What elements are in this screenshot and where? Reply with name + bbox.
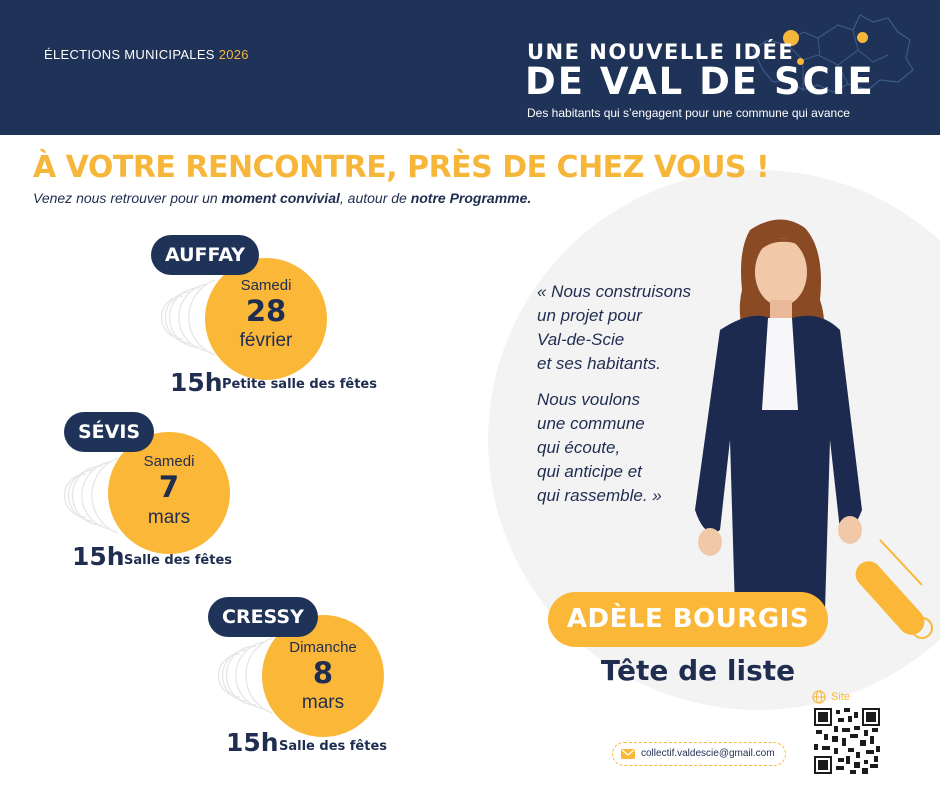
brand-title-line1: UNE NOUVELLE IDÉE <box>527 40 795 64</box>
event-time: 15h <box>226 728 279 757</box>
elections-year: 2026 <box>218 47 249 62</box>
accent-dot <box>857 32 868 43</box>
event-day: Dimanche <box>289 639 357 656</box>
event-day: Samedi <box>143 453 195 470</box>
quote-paragraph-2: Nous voulons une commune qui écoute, qui anticipe et qui rassemble. » <box>537 390 662 505</box>
event-day: Samedi <box>240 277 292 294</box>
event-month: mars <box>301 692 345 713</box>
candidate-portrait <box>680 210 880 610</box>
envelope-icon <box>621 749 635 759</box>
event-place: Salle des fêtes <box>279 739 388 754</box>
headline: À VOTRE RENCONTRE, PRÈS DE CHEZ VOUS ! <box>33 150 770 185</box>
brand-tagline: Des habitants qui s’engagent pour une commune qui avance <box>527 106 850 120</box>
event-date: 7 <box>158 470 180 504</box>
town-pill: SÉVIS <box>64 412 154 452</box>
candidate-role: Tête de liste <box>600 654 796 687</box>
town-pill: AUFFAY <box>151 235 259 275</box>
email-contact[interactable] <box>612 742 786 766</box>
event-time: 15h <box>72 542 125 571</box>
decor-lines <box>860 535 940 645</box>
town-pill: CRESSY <box>208 597 318 637</box>
email-address: collectif.valdescie@gmail.com <box>641 748 775 759</box>
elections-label: ÉLECTIONS MUNICIPALES 2026 <box>44 47 249 62</box>
site-label: Site <box>831 691 850 703</box>
event-place: Petite salle des fêtes <box>222 377 377 392</box>
candidate-quote <box>537 280 691 520</box>
event-place: Salle des fêtes <box>124 553 233 568</box>
subheadline: Venez nous retrouver pour un moment convivial, autour de notre Programme. <box>33 190 532 206</box>
quote-paragraph-1: « Nous construisons un projet pour Val-de-Scie et ses habitants. <box>537 282 692 373</box>
candidate-name: ADÈLE BOURGIS <box>548 592 828 647</box>
event-month: mars <box>147 507 191 528</box>
event-time: 15h <box>170 368 223 397</box>
event-date: 28 <box>245 294 287 328</box>
site-link[interactable] <box>812 690 850 704</box>
header-banner <box>0 0 940 135</box>
qr-code[interactable] <box>814 708 880 774</box>
event-month: février <box>239 330 293 351</box>
globe-icon <box>812 690 826 704</box>
brand-title-line2: DE VAL DE SCIE <box>525 60 875 103</box>
event-date: 8 <box>312 656 334 690</box>
